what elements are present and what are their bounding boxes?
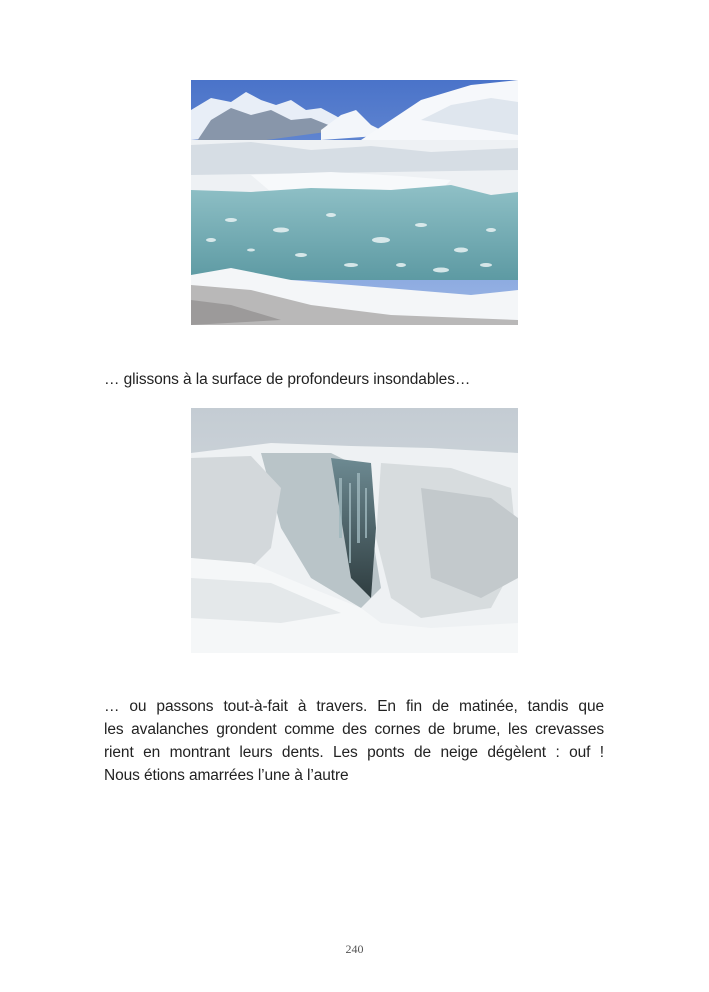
paragraph-line: … ou passons tout-à-fait à travers. En fin de matinée, tandis que <box>104 698 604 715</box>
ice-crevasse-photo <box>191 408 518 653</box>
paragraph-line: les avalanches grondent comme des cornes de brume, les crevasses <box>104 721 604 738</box>
paragraph-line: rient en montrant leurs dents. Les ponts de neige dégèlent : ouf ! <box>104 744 604 761</box>
body-paragraph <box>104 695 604 787</box>
glacier-lake-photo <box>191 80 518 325</box>
photo-caption: … glissons à la surface de profondeurs insondables… <box>104 371 471 388</box>
paragraph-line: Nous étions amarrées l’une à l’autre <box>104 767 349 784</box>
page-number: 240 <box>345 942 364 956</box>
